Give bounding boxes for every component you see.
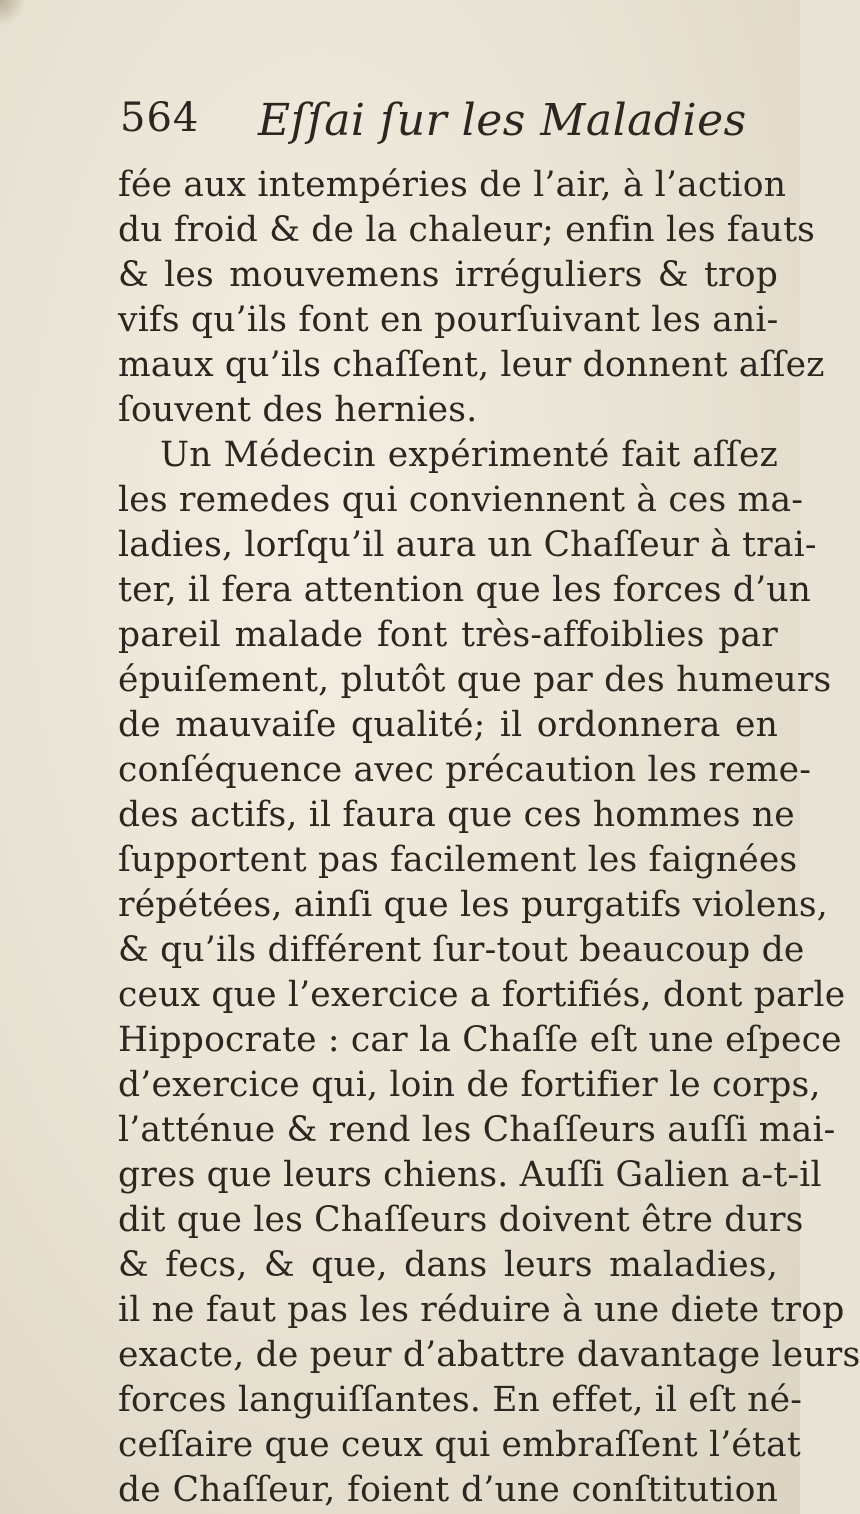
- text-line: & les mouvemens irréguliers & trop: [118, 255, 778, 295]
- text-line: l’atténue & rend les Chaſſeurs auſſi mai-: [118, 1110, 836, 1150]
- text-line: répétées, ainſi que les purgatifs violens,: [118, 885, 828, 925]
- text-line: les remedes qui conviennent à ces ma-: [118, 480, 804, 520]
- text-line: maux qu’ils chaſſent, leur donnent aſſez: [118, 345, 825, 385]
- page-header: [120, 95, 760, 165]
- text-line: conſéquence avec précaution les reme-: [118, 750, 812, 790]
- text-line: des actifs, il faura que ces hommes ne: [118, 795, 795, 835]
- text-line: de mauvaiſe qualité; il ordonnera en: [118, 705, 778, 745]
- text-line: Hippocrate : car la Chaſſe eſt une eſpece: [118, 1020, 842, 1060]
- text-line: ſouvent des hernies.: [118, 390, 478, 430]
- page-corner-stain: [0, 0, 26, 26]
- text-line: & fecs, & que, dans leurs maladies,: [118, 1245, 778, 1285]
- text-line: exacte, de peur d’abattre davantage leurs: [118, 1335, 860, 1375]
- text-line: du froid & de la chaleur; enfin les fauts: [118, 210, 816, 250]
- body-text: [118, 163, 860, 1513]
- text-line: épuiſement, plutôt que par des humeurs: [118, 660, 832, 700]
- text-line: ladies, lorſqu’il aura un Chaſſeur à trai-: [118, 525, 817, 565]
- text-line: Un Médecin expérimenté fait aſſez: [160, 435, 778, 475]
- text-line: & qu’ils différent ſur-tout beaucoup de: [118, 930, 805, 970]
- running-title: Eſſai ſur les Maladies: [258, 95, 747, 146]
- text-line: fée aux intempéries de l’air, à l’action: [118, 165, 787, 205]
- text-line: ſupportent pas facilement les faignées: [118, 840, 798, 880]
- text-line: pareil malade font très-affoiblies par: [118, 615, 778, 655]
- text-line: forces languiſſantes. En effet, il eſt né-: [118, 1380, 803, 1420]
- text-line: d’exercice qui, loin de fortifier le corps,: [118, 1065, 821, 1105]
- text-line: de Chaſſeur, foient d’une conſtitution: [118, 1470, 778, 1510]
- text-line: il ne faut pas les réduire à une diete trop: [118, 1290, 845, 1330]
- text-line: ceux que l’exercice a fortifiés, dont parle: [118, 975, 846, 1015]
- text-line: ter, il fera attention que les forces d’un: [118, 570, 812, 610]
- text-line: dit que les Chaſſeurs doivent être durs: [118, 1200, 804, 1240]
- text-line: gres que leurs chiens. Auſſi Galien a-t-il: [118, 1155, 822, 1195]
- text-line: ceſſaire que ceux qui embraſſent l’état: [118, 1425, 801, 1465]
- text-line: vifs qu’ils font en pourſuivant les ani-: [118, 300, 779, 340]
- page-number: 564: [120, 95, 200, 141]
